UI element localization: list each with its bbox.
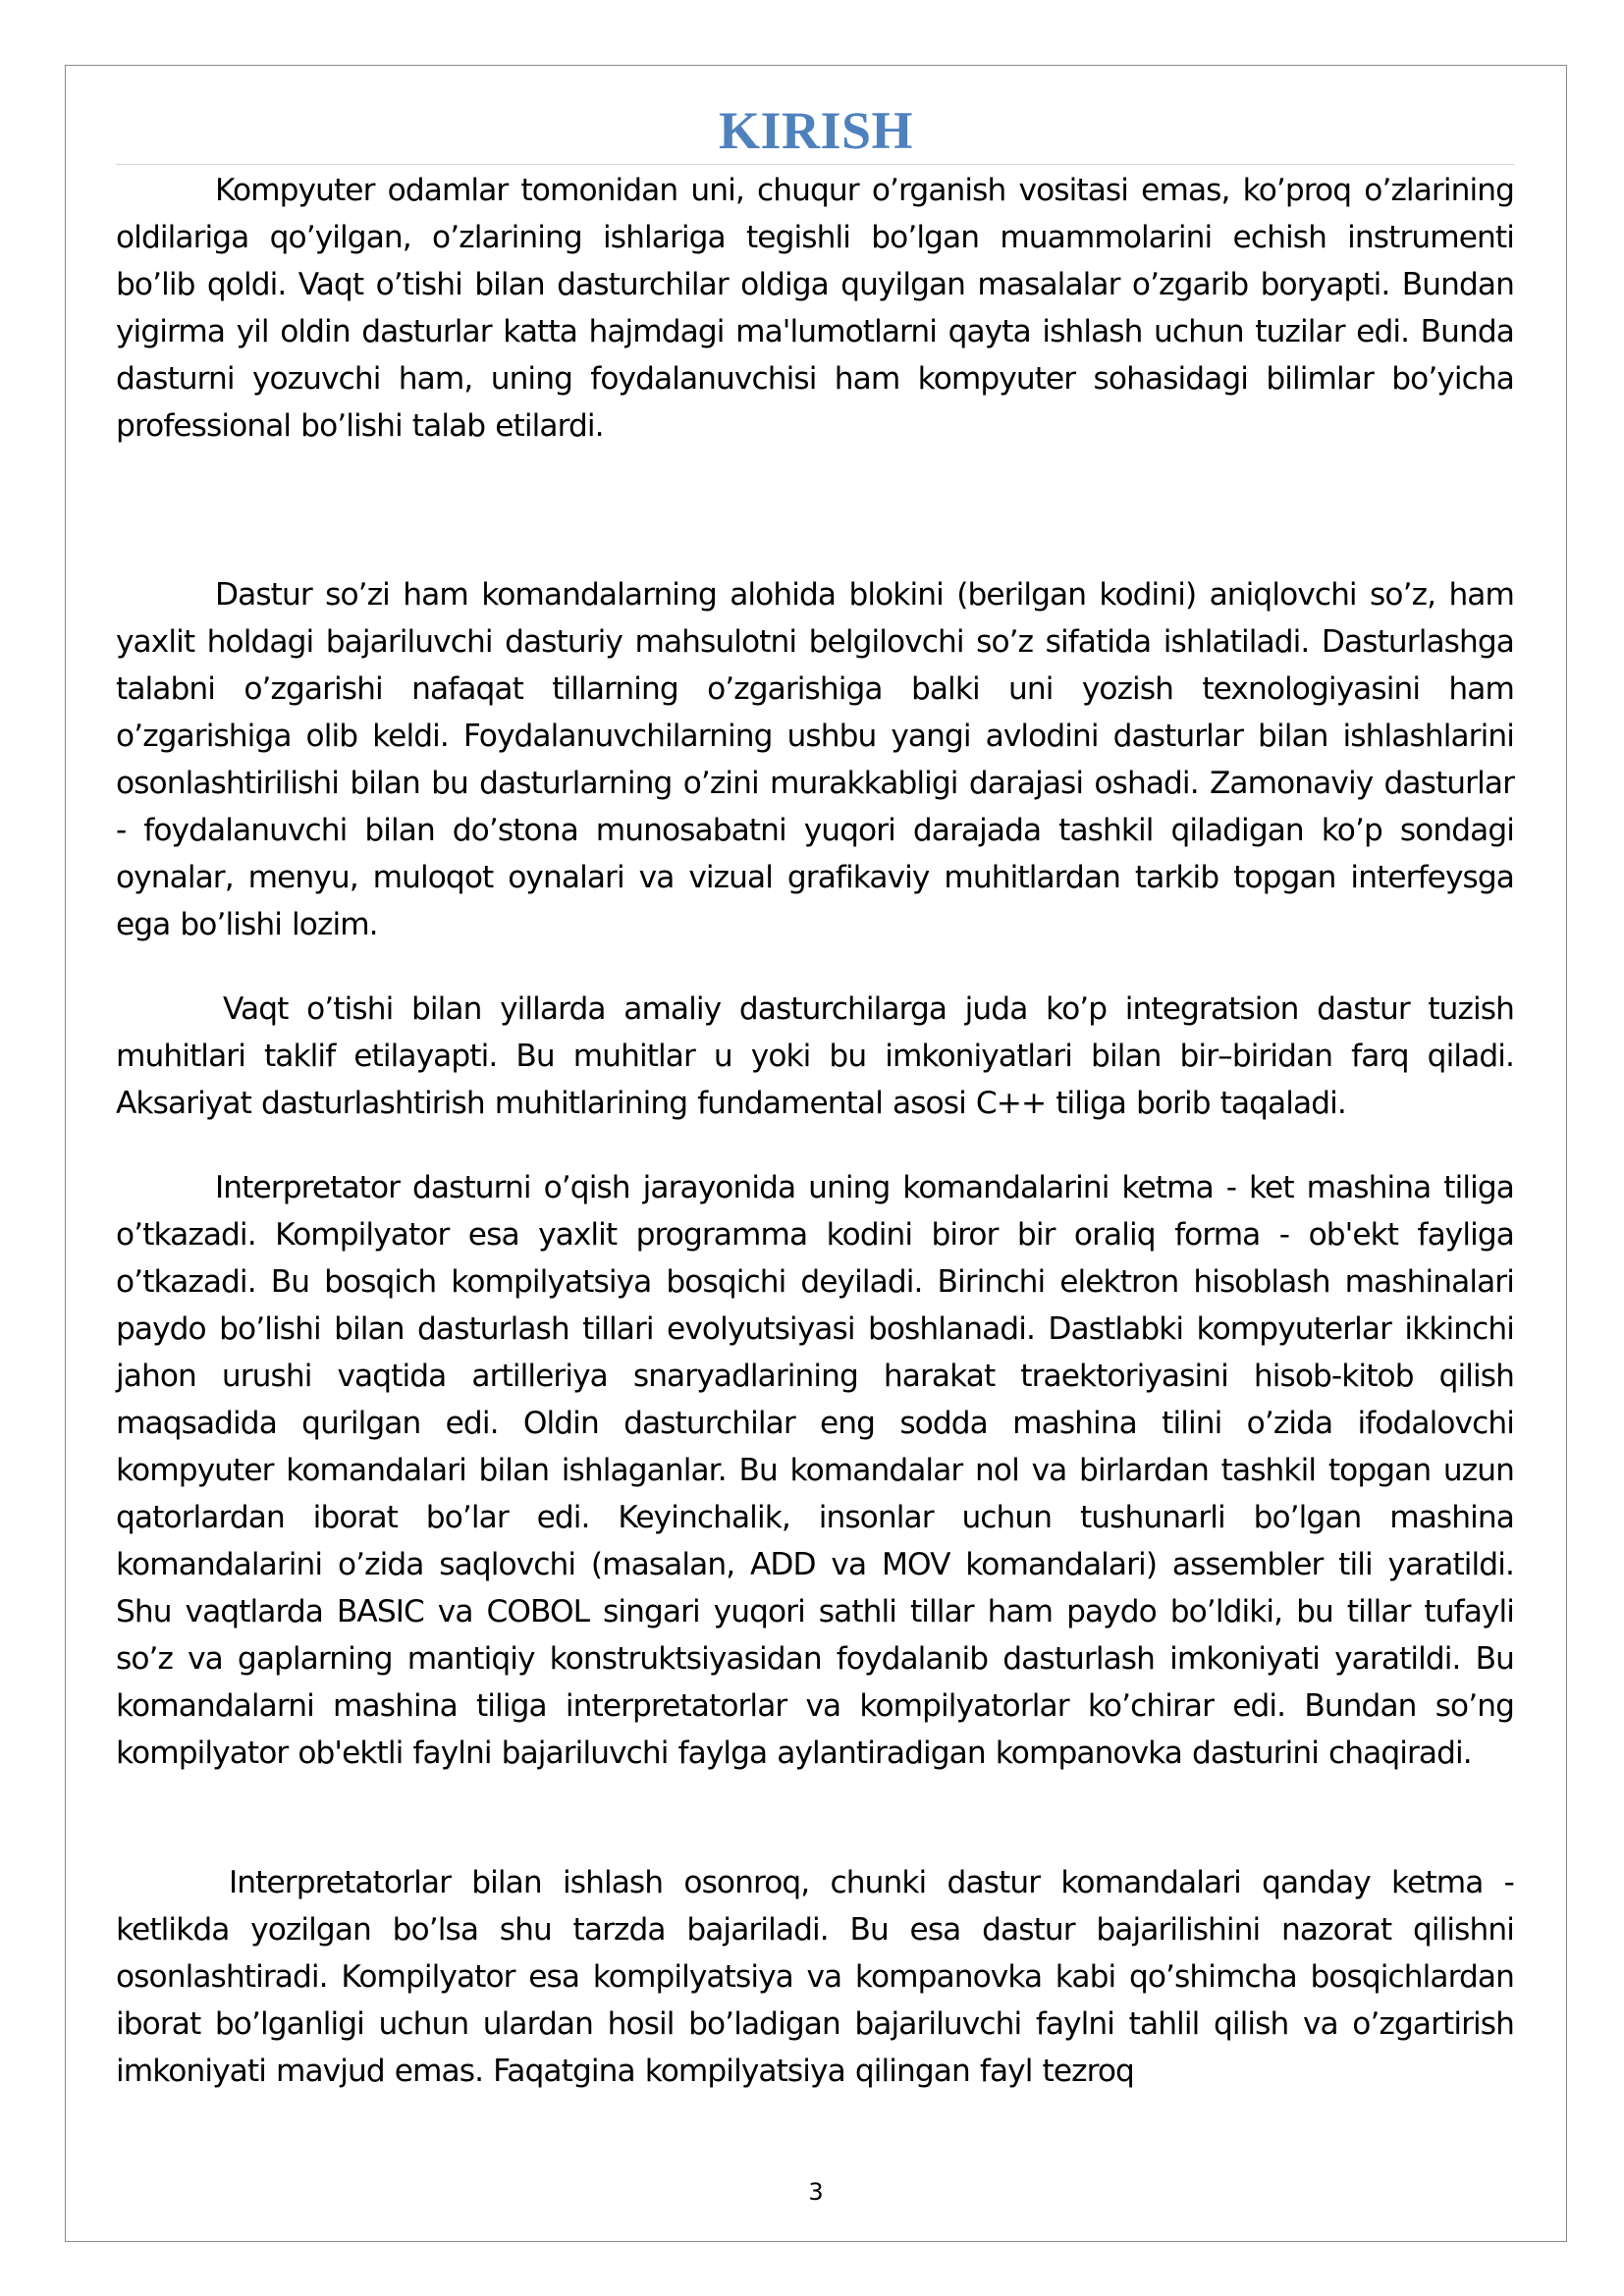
page-title: KIRISH <box>718 101 914 160</box>
paragraph-2-text: Dastur so’zi ham komandalarning alohida blokini (berilgan kodini) aniqlovchi so’z, ham yaxlit holdagi bajariluvchi dasturiy mahsulotni belgilovchi so’z sifatida ishlatiladi. Dasturlashga talabni o’zgarishi nafaqat tillarning o’zgarishiga balki uni yozish texnologiyasini ham o’zgarishiga olib keldi. Foydalanuvchilarning ushbu yangi avlodini dasturlar bilan ishlashlarini osonlashtirilishi bilan bu dasturlarning o’zini murakkabligi darajasi oshadi. Zamonaviy dasturlar - foydalanuvchi bilan do’stona munosabatni yuqori darajada tashkil qiladigan ko’p sondagi oynalar, menyu, muloqot oynalari va vizual grafikaviy muhitlardan tarkib topgan interfeysga ega bo’lishi lozim. <box>116 577 1514 942</box>
page-number: 3 <box>808 2178 824 2206</box>
title-underline <box>116 164 1514 165</box>
paragraph-3-text: Vaqt o’tishi bilan yillarda amaliy dasturchilarga juda ko’p integratsion dastur tuzish muhitlari taklif etilayapti. Bu muhitlar u yoki bu imkoniyatlari bilan bir–biridan farq qiladi. Aksariyat dasturlashtirish muhitlarining fundamental asosi C++ tiliga borib taqaladi. <box>116 991 1514 1121</box>
paragraph-4 <box>116 1164 1514 1777</box>
paragraph-1-text: Kompyuter odamlar tomonidan uni, chuqur o’rganish vositasi emas, ko’proq o’zlarining oldilariga qo’yilgan, o’zlarining ishlariga tegishli bo’lgan muammolarini echish instrumenti bo’lib qoldi. Vaqt o’tishi bilan dasturchilar oldiga quyilgan masalalar o’zgarib boryapti. Bundan yigirma yil oldin dasturlar katta hajmdagi ma'lumotlarni qayta ishlash uchun tuzilar edi. Bunda dasturni yozuvchi ham, uning foydalanuvchisi ham kompyuter sohasidagi bilimlar bo’yicha professional bo’lishi talab etilardi. <box>116 173 1514 444</box>
paragraph-4-text: Interpretator dasturni o’qish jarayonida uning komandalarini ketma - ket mashina tiliga o’tkazadi. Kompilyator esa yaxlit programma kodini biror bir oraliq forma - ob'ekt fayliga o’tkazadi. Bu bosqich kompilyatsiya bosqichi deyiladi. Birinchi elektron hisoblash mashinalari paydo bo’lishi bilan dasturlash tillari evolyutsiyasi boshlanadi. Dastlabki kompyuterlar ikkinchi jahon urushi vaqtida artilleriya snaryadlarining harakat traektoriyasini hisob-kitob qilish maqsadida qurilgan edi. Oldin dasturchilar eng sodda mashina tilini o’zida ifodalovchi kompyuter komandalari bilan ishlaganlar. Bu komandalar nol va birlardan tashkil topgan uzun qatorlardan iborat bo’lar edi. Keyinchalik, insonlar uchun tushunarli bo’lgan mashina komandalarini o’zida saqlovchi (masalan, ADD va MOV komandalari) assembler tili yaratildi. Shu vaqtlarda BASIC va COBOL singari yuqori sathli tillar ham paydo bo’ldiki, bu tillar tufayli so’z va gaplarning mantiqiy konstruktsiyasidan foydalanib dasturlash imkoniyati yaratildi. Bu komandalarni mashina tiliga interpretatorlar va kompilyatorlar ko’chirar edi. Bundan so’ng kompilyator ob'ektli faylni bajariluvchi faylga aylantiradigan kompanovka dasturini chaqiradi. <box>116 1170 1514 1771</box>
paragraph-5 <box>116 1859 1514 2095</box>
paragraph-1 <box>116 167 1514 450</box>
paragraph-3 <box>116 986 1514 1127</box>
paragraph-2 <box>116 571 1514 948</box>
paragraph-5-text: Interpretatorlar bilan ishlash osonroq, chunki dastur komandalari qanday ketma - ketlikda yozilgan bo’lsa shu tarzda bajariladi. Bu esa dastur bajarilishini nazorat qilishni osonlashtiradi. Kompilyator esa kompilyatsiya va kompanovka kabi qo’shimcha bosqichlardan iborat bo’lganligi uchun ulardan hosil bo’ladigan bajariluvchi faylni tahlil qilish va o’zgartirish imkoniyati mavjud emas. Faqatgina kompilyatsiya qilingan fayl tezroq <box>116 1865 1514 2089</box>
